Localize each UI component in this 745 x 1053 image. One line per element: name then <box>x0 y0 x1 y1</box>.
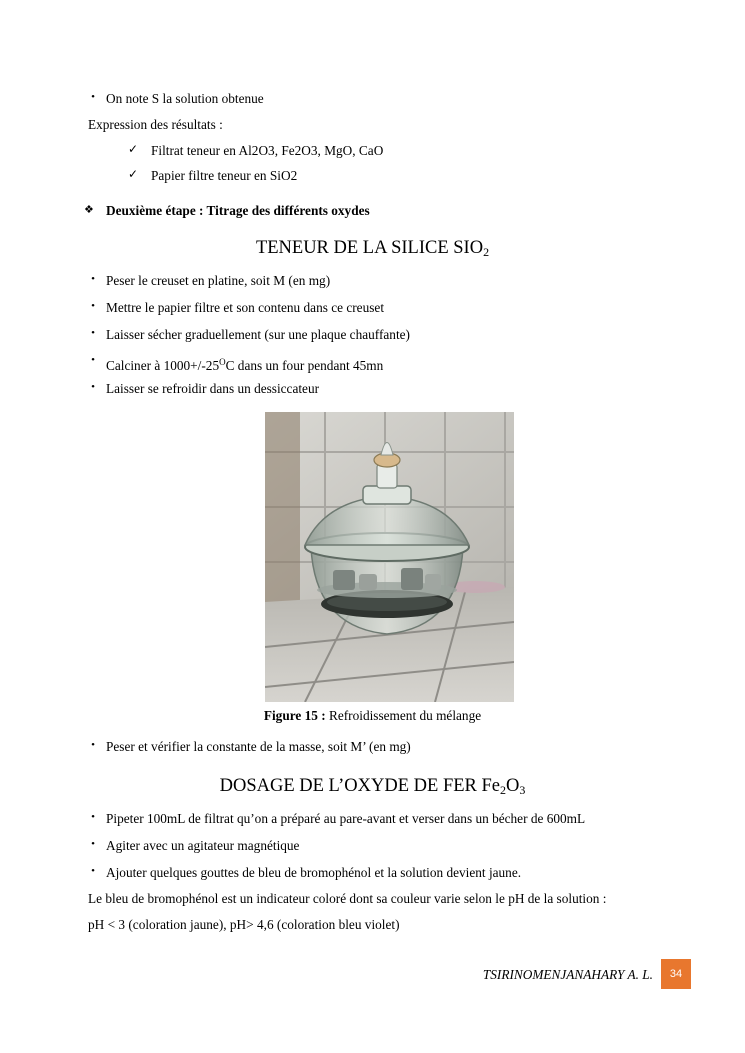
iron-paragraph-line: pH < 3 (coloration jaune), pH> 4,6 (coloration bleu violet) <box>88 917 400 932</box>
checklist-item: Filtrat teneur en Al2O3, Fe2O3, MgO, CaO <box>151 143 384 158</box>
bullet-icon: • <box>91 865 95 877</box>
after-figure-bullet: Peser et vérifier la constante de la masse, soit M’ (en mg) <box>106 739 411 754</box>
iron-paragraph-line: Le bleu de bromophénol est un indicateur coloré dont sa couleur varie selon le pH de la solution : <box>88 891 607 906</box>
footer-author: TSIRINOMENJANAHARY A. L. <box>482 967 653 982</box>
results-heading: Expression des résultats : <box>88 117 223 132</box>
step2-heading: Deuxième étape : Titrage des différents oxydes <box>106 203 370 218</box>
bullet-icon: • <box>91 811 95 823</box>
bullet-icon: • <box>91 327 95 339</box>
figure-caption: Figure 15 : Refroidissement du mélange <box>263 708 482 723</box>
desiccator-photo <box>265 412 514 702</box>
bullet-icon: • <box>91 354 95 366</box>
page-number: 34 <box>661 959 691 989</box>
silica-bullet: Laisser se refroidir dans un dessiccateur <box>106 381 320 396</box>
checkmark-icon: ✓ <box>128 167 139 181</box>
bullet-icon: • <box>91 838 95 850</box>
silica-section-title: TENEUR DE LA SILICE $SIO_2$ <box>255 238 490 259</box>
iron-bullet: Pipeter 100mL de filtrat qu’on a préparé au pare-avant et verser dans un bécher de 600mL <box>106 811 586 826</box>
silica-bullet: Peser le creuset en platine, soit M (en mg) <box>106 273 331 288</box>
bullet-icon: • <box>91 300 95 312</box>
bullet-icon: • <box>91 739 95 751</box>
bullet-icon: • <box>91 381 95 393</box>
iron-bullet: Agiter avec un agitateur magnétique <box>106 838 300 853</box>
bullet-icon: • <box>91 273 95 285</box>
checklist-item: Papier filtre teneur en SiO2 <box>151 168 298 183</box>
iron-oxide-section-title: DOSAGE DE L’OXYDE DE FER $Fe_2O_3$ <box>219 776 526 797</box>
diamond-bullet-icon: ❖ <box>84 204 94 216</box>
silica-calcine-bullet: Calciner à $1000+/-25^OC$ dans un four pendant 45mn <box>106 357 384 373</box>
iron-bullet: Ajouter quelques gouttes de bleu de bromophénol et la solution devient jaune. <box>106 865 522 880</box>
silica-bullet: Mettre le papier filtre et son contenu dans ce creuset <box>106 300 385 315</box>
silica-bullet: Laisser sécher graduellement (sur une plaque chauffante) <box>106 327 410 342</box>
bullet-icon: • <box>91 91 95 103</box>
intro-bullet-text: On note S la solution obtenue <box>106 91 264 106</box>
checkmark-icon: ✓ <box>128 142 139 156</box>
